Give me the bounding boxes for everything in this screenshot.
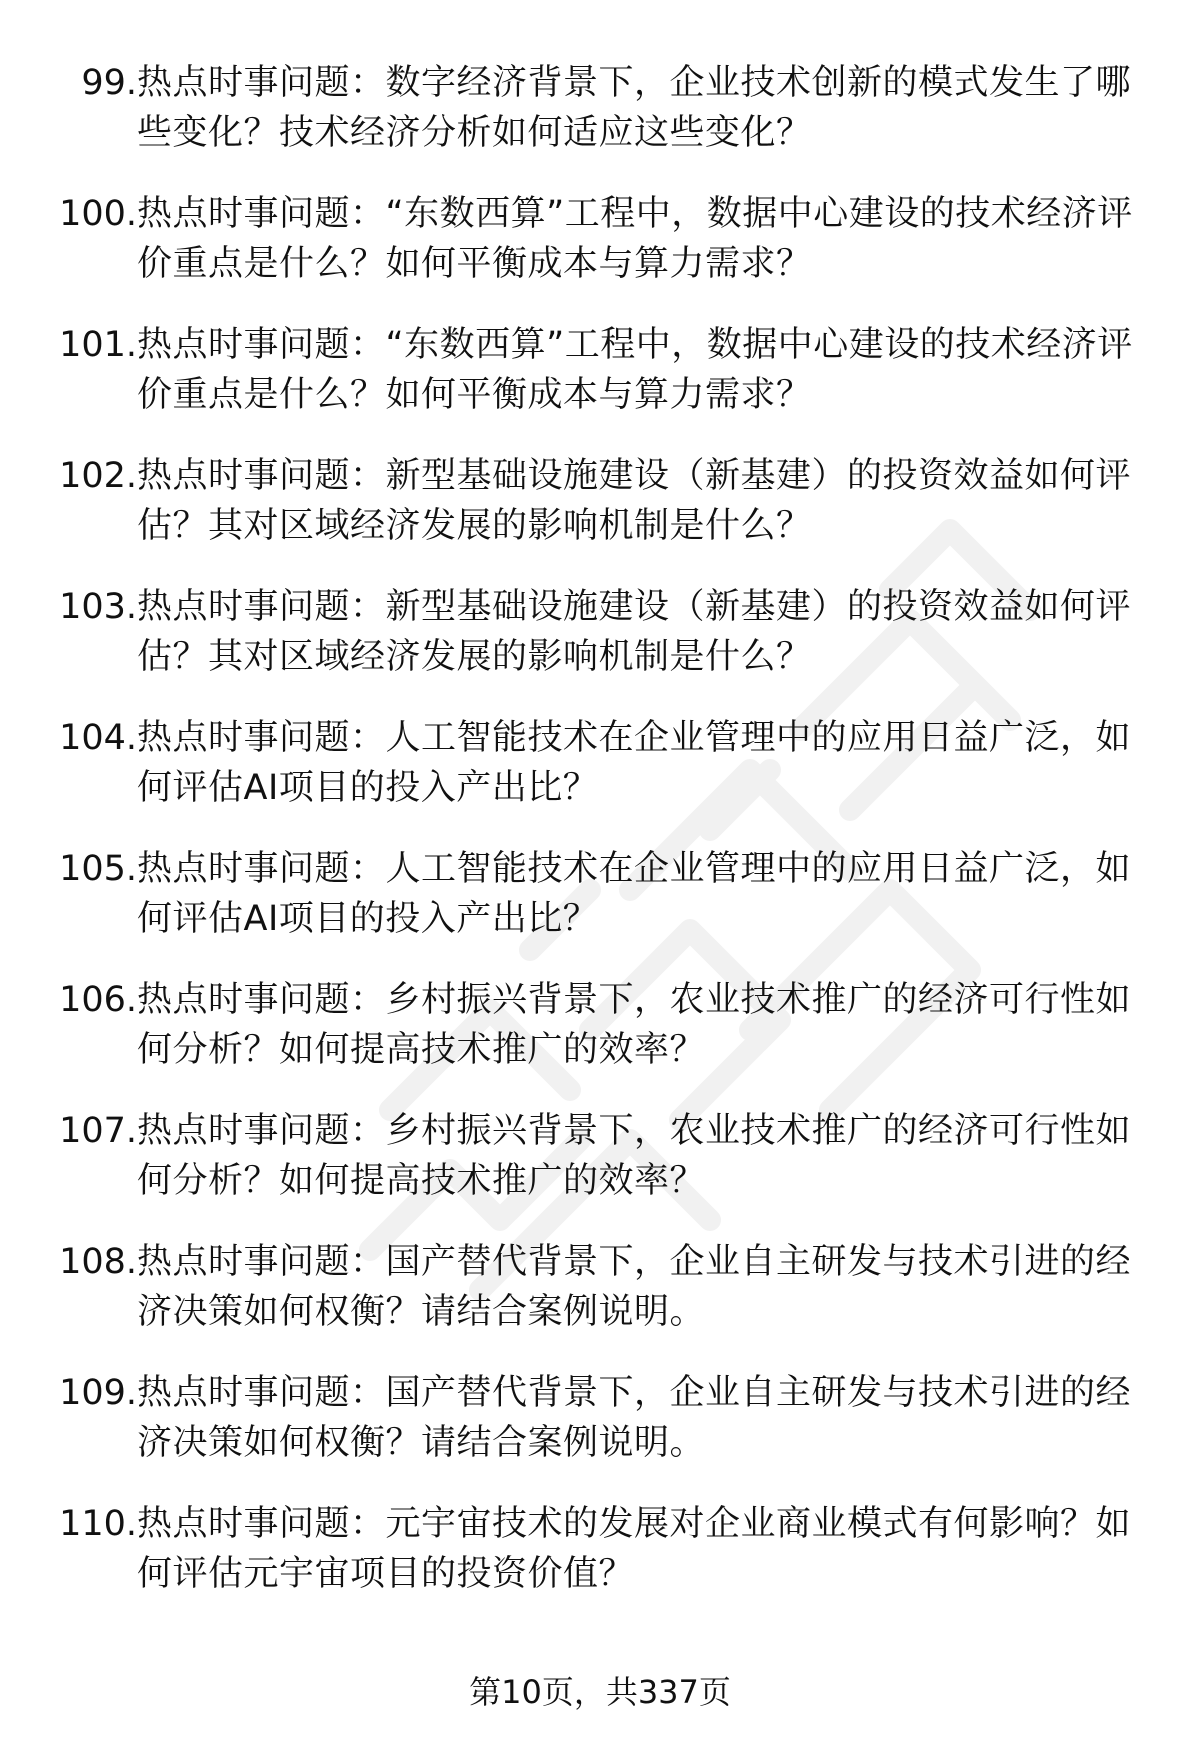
question-text: 热点时事问题：乡村振兴背景下，农业技术推广的经济可行性如何分析？如何提高技术推广的效率？	[137, 1111, 1132, 1201]
question-number: 103.	[59, 587, 137, 627]
question-item	[0, 975, 1200, 1106]
question-item	[0, 713, 1200, 844]
question-text: 热点时事问题：“东数西算”工程中，数据中心建设的技术经济评价重点是什么？如何平衡成本与算力需求？	[137, 325, 1133, 415]
question-number: 99.	[81, 63, 137, 103]
question-number: 100.	[59, 194, 137, 234]
question-text: 热点时事问题：人工智能技术在企业管理中的应用日益广泛，如何评估AI项目的投入产出比？	[137, 849, 1132, 939]
page-footer: 第10页，共337页	[469, 1673, 731, 1711]
question-text: 热点时事问题：国产替代背景下，企业自主研发与技术引进的经济决策如何权衡？请结合案例说明。	[137, 1242, 1132, 1332]
question-number: 108.	[59, 1242, 137, 1282]
question-number: 106.	[59, 980, 137, 1020]
question-item	[0, 1237, 1200, 1368]
question-item	[0, 189, 1200, 320]
question-number: 101.	[59, 325, 137, 365]
question-item	[0, 1499, 1200, 1630]
question-list	[0, 58, 1200, 1630]
question-item	[0, 451, 1200, 582]
question-item	[0, 58, 1200, 189]
question-item	[0, 844, 1200, 975]
question-text: 热点时事问题：新型基础设施建设（新基建）的投资效益如何评估？其对区域经济发展的影响机制是什么？	[137, 587, 1132, 677]
question-text: 热点时事问题：元宇宙技术的发展对企业商业模式有何影响？如何评估元宇宙项目的投资价值？	[137, 1504, 1132, 1594]
question-number: 105.	[59, 849, 137, 889]
question-text: 热点时事问题：数字经济背景下，企业技术创新的模式发生了哪些变化？技术经济分析如何适应这些变化？	[137, 63, 1132, 153]
question-number: 102.	[59, 456, 137, 496]
question-number: 107.	[59, 1111, 137, 1151]
question-number: 110.	[59, 1504, 137, 1544]
question-item	[0, 1368, 1200, 1499]
question-text: 热点时事问题：人工智能技术在企业管理中的应用日益广泛，如何评估AI项目的投入产出比？	[137, 718, 1132, 808]
question-number: 109.	[59, 1373, 137, 1413]
question-text: 热点时事问题：“东数西算”工程中，数据中心建设的技术经济评价重点是什么？如何平衡成本与算力需求？	[137, 194, 1133, 284]
question-item	[0, 582, 1200, 713]
question-text: 热点时事问题：新型基础设施建设（新基建）的投资效益如何评估？其对区域经济发展的影响机制是什么？	[137, 456, 1132, 546]
question-item	[0, 320, 1200, 451]
question-text: 热点时事问题：国产替代背景下，企业自主研发与技术引进的经济决策如何权衡？请结合案例说明。	[137, 1373, 1132, 1463]
question-item	[0, 1106, 1200, 1237]
question-text: 热点时事问题：乡村振兴背景下，农业技术推广的经济可行性如何分析？如何提高技术推广的效率？	[137, 980, 1132, 1070]
question-number: 104.	[59, 718, 137, 758]
